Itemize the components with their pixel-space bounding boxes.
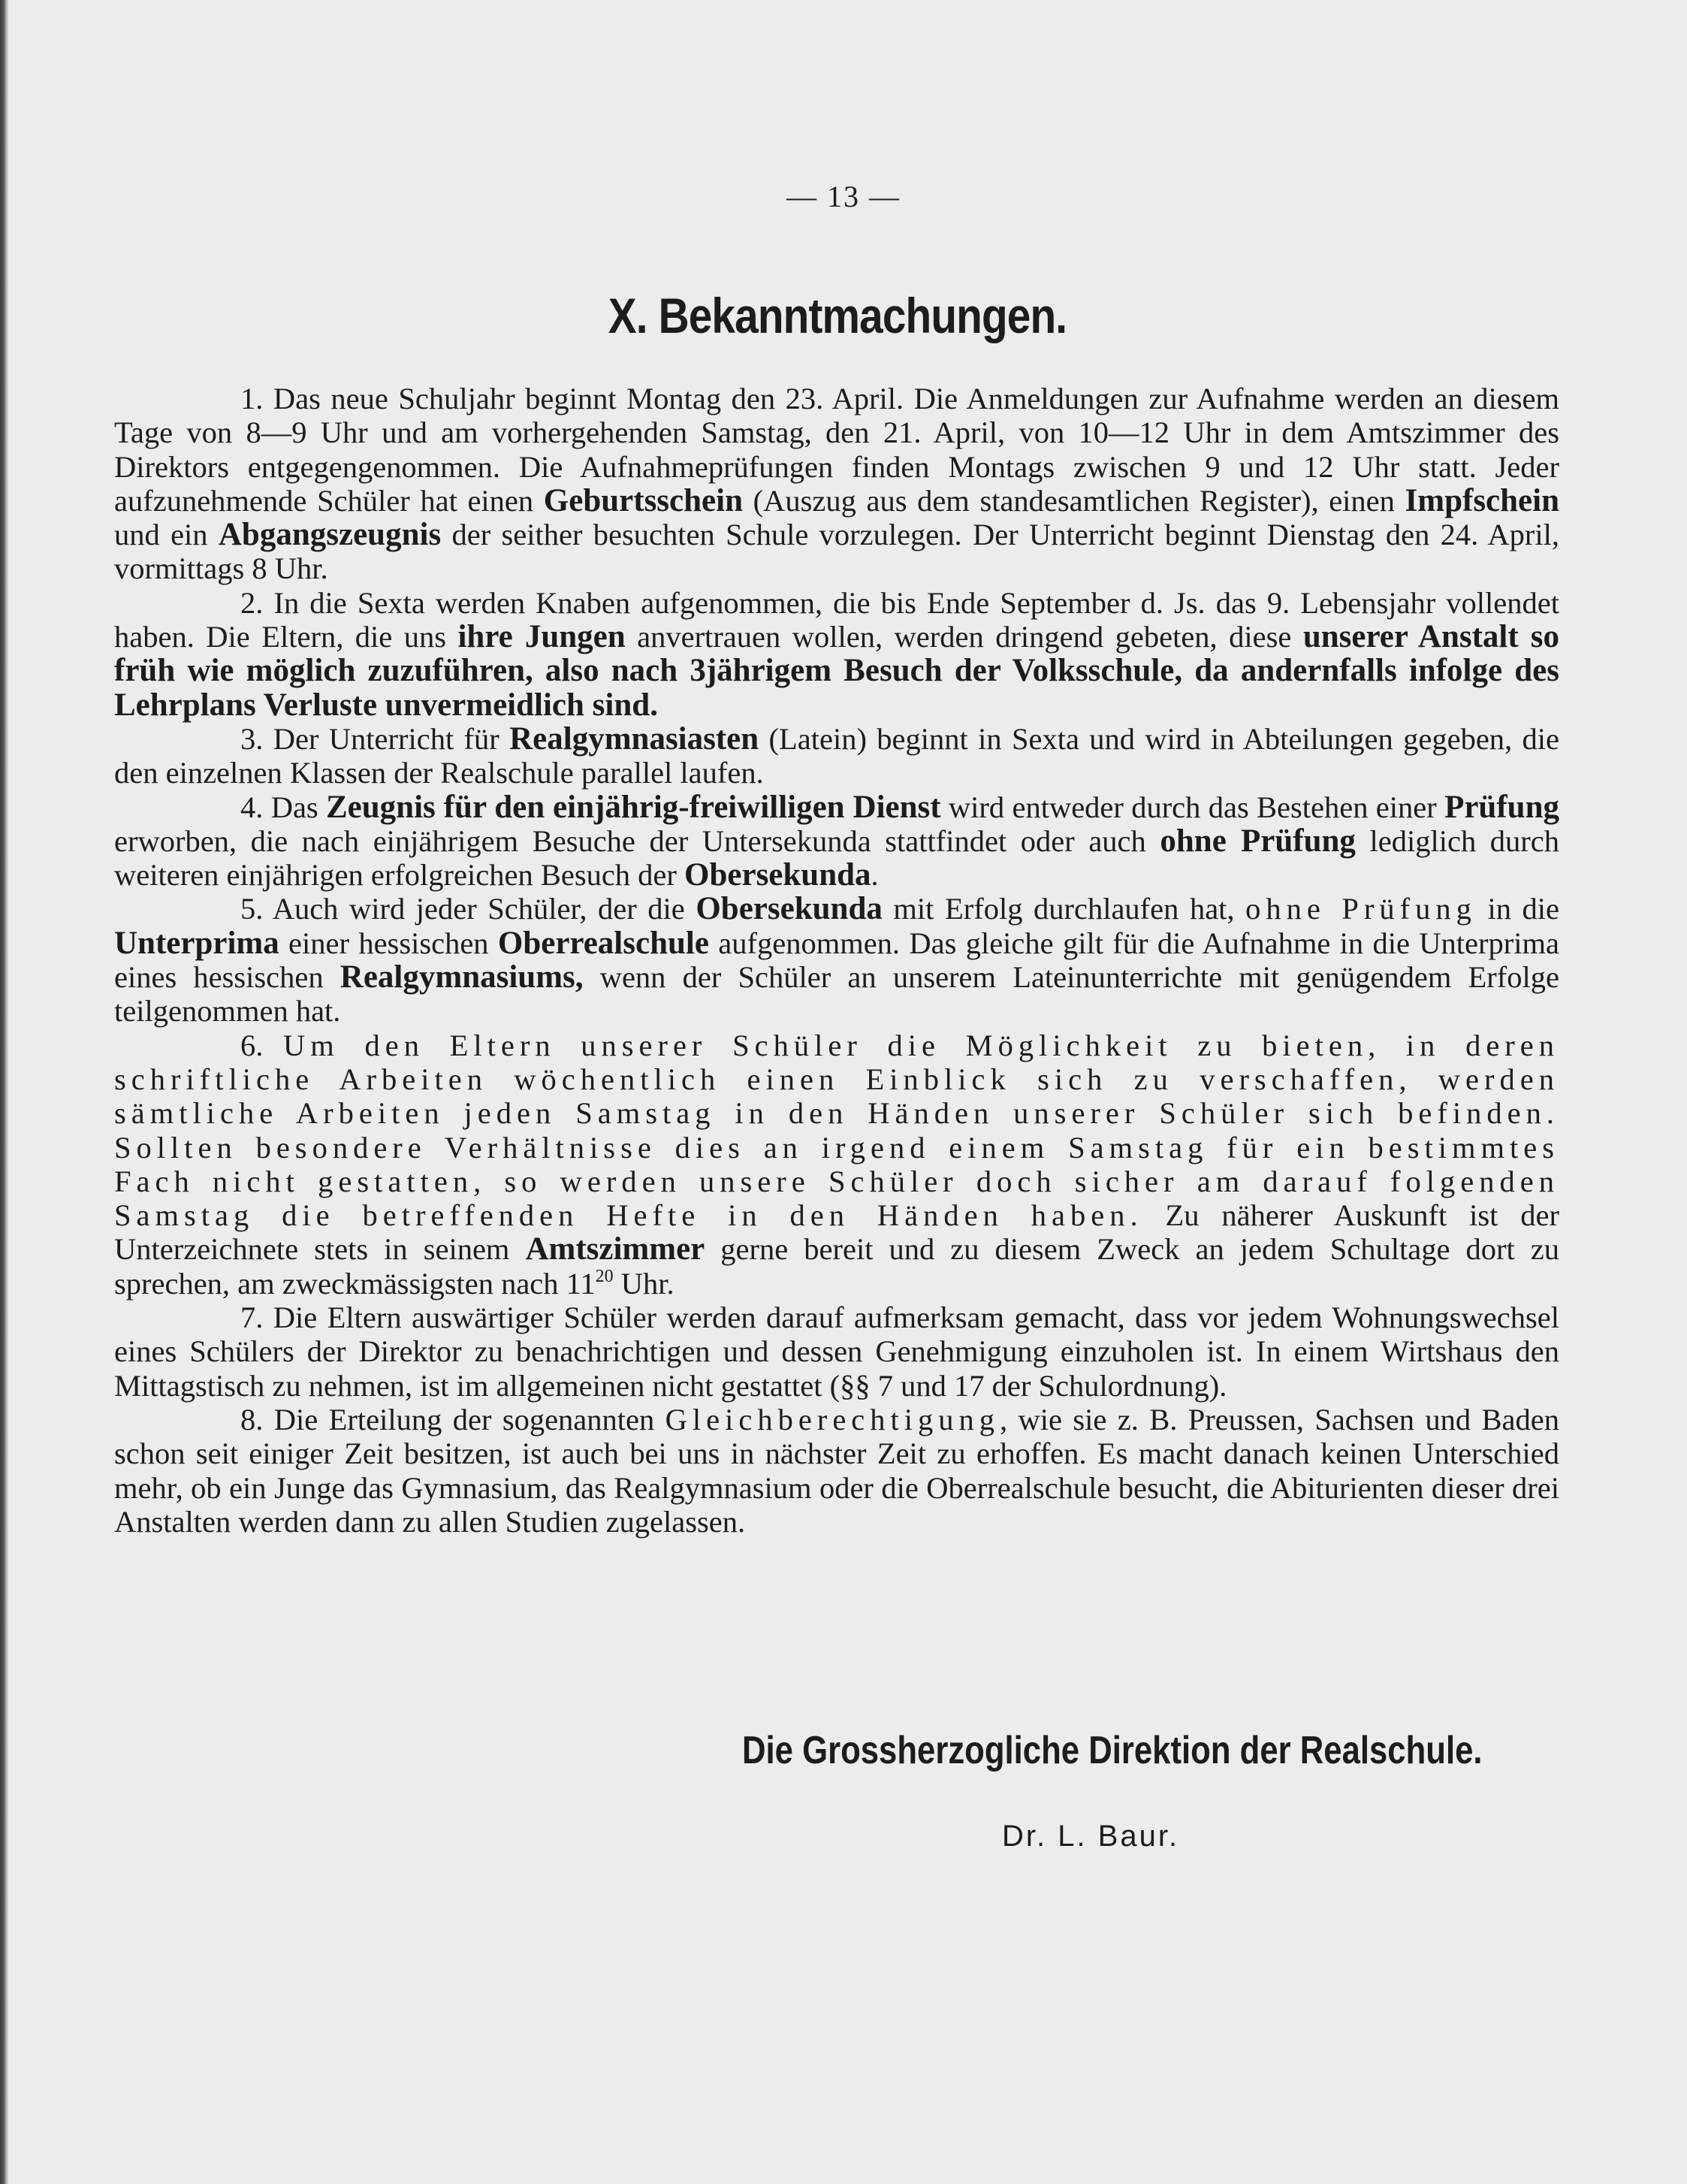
announcement-1 (114, 382, 1559, 586)
text-segment: 6. (240, 1028, 284, 1062)
emphasis: unserer Anstalt so früh wie möglich zuzuführen, also nach 3jährigem Besuch der Volksschule, da andernfalls infolge des Lehrplans Verluste unvermeidlich sind. (114, 619, 1560, 723)
emphasis: Obersekunda (696, 891, 883, 927)
text-segment: (Latein) beginnt in Sexta und wird in Abteilungen gegeben, die den einzelnen Klassen der Realschule parallel laufen. (114, 721, 1559, 790)
announcement-2 (114, 586, 1559, 722)
text-segment: und ein (114, 518, 219, 552)
announcement-6 (114, 1029, 1559, 1300)
page-binding-edge (0, 0, 9, 2184)
text-segment: gerne bereit und zu diesem Zweck an jedem Schultage dort zu sprechen, am zweckmässigsten nach 11 (114, 1232, 1559, 1300)
text-segment: 5. Auch wird jeder Schüler, der die (240, 892, 696, 926)
spaced-emphasis: ohne Prüfung (1245, 892, 1477, 926)
text-segment: 4. Das (240, 790, 326, 824)
text-segment: . (871, 858, 879, 893)
announcement-4 (114, 790, 1559, 893)
text-segment: lediglich durch weiteren einjährigen erfolgreichen Besuch der (114, 823, 1559, 893)
spaced-emphasis: Um den Eltern unserer Schüler die Möglichkeit zu bieten, in deren schriftliche Arbeiten wöchentlich einen Einblick sich zu verschaffen, werden sämtliche Arbeiten jeden Samstag in den Händen unserer Schüler sich befinden. Sollten besondere Verhältnisse dies an irgend einem Samstag für ein bestimmtes Fach nicht gestatten, so werden unsere Schüler doch sicher am darauf folgenden Samstag die betreffenden Hefte in den Händen haben. (114, 1028, 1560, 1233)
emphasis: ohne Prüfung (1160, 823, 1356, 859)
text-segment: (Auszug aus dem standesamtlichen Register), einen (742, 483, 1405, 518)
text-segment: wenn der Schüler an unserem Lateinunterrichte mit genügendem Erfolge teilgenommen hat. (114, 960, 1559, 1029)
text-segment: 7. Die Eltern auswärtiger Schüler werden darauf aufmerksam gemacht, dass vor jedem Wohnungswechsel eines Schülers der Direktor zu benachrichtigen und dessen Genehmigung einzuholen ist. In einem Wirtshaus den Mittagstisch zu nehmen, ist im allgemeinen nicht gestattet (§§ 7 und 17 der Schulordnung). (114, 1300, 1559, 1403)
emphasis: Amtszimmer (525, 1231, 705, 1267)
emphasis: Obersekunda (684, 857, 871, 893)
page-title: X. Bekanntmachungen. (608, 288, 1067, 343)
text-segment: 8. Die Erteilung der sogenannten (240, 1402, 665, 1436)
text-segment: erworben, die nach einjährigem Besuche der Untersekunda stattfindet oder auch (114, 823, 1160, 858)
text-segment: mit Erfolg durchlaufen hat, (882, 892, 1246, 926)
superscript-minutes: 20 (595, 1266, 614, 1286)
text-segment: Zu näherer Auskunft ist der Unterzeichnete stets in seinem (114, 1198, 1559, 1267)
text-segment: einer hessischen (279, 926, 498, 960)
signature-institution: Die Grossherzogliche Direktion der Realschule. (742, 1729, 1483, 1772)
emphasis: Realgymnasiums, (340, 959, 584, 995)
text-segment: 2. In die Sexta werden Knaben aufgenommen, die bis Ende September d. Js. das 9. Lebensjahr vollendet haben. Die Eltern, die uns (114, 585, 1559, 654)
emphasis: ihre Jungen (457, 619, 626, 655)
emphasis: Abgangszeugnis (218, 517, 442, 553)
emphasis: Prüfung (1444, 789, 1559, 825)
emphasis: Oberrealschule (497, 925, 709, 961)
emphasis: Geburtsschein (543, 482, 743, 518)
spaced-emphasis: Gleichberechtigung (665, 1402, 1000, 1436)
page-number: — 13 — (786, 180, 901, 213)
text-segment: 3. Der Unterricht für (240, 721, 510, 756)
emphasis: Impfschein (1405, 482, 1559, 518)
announcements-body (114, 382, 1559, 1539)
emphasis: Zeugnis für den einjährig-freiwilligen Dienst (326, 789, 941, 825)
text-segment: aufgenommen. Das gleiche gilt für die Aufnahme in die Unterprima eines hessischen (114, 926, 1559, 995)
announcement-3 (114, 722, 1559, 790)
text-segment: Uhr. (613, 1266, 674, 1300)
text-segment: in die (1476, 892, 1559, 926)
emphasis: Realgymnasiasten (509, 720, 759, 757)
signer-name: Dr. L. Baur. (1002, 1820, 1180, 1853)
text-segment: der seither besuchten Schule vorzulegen. Der Unterricht beginnt Dienstag den 24. April, vormittags 8 Uhr. (114, 518, 1559, 586)
announcement-8 (114, 1403, 1559, 1539)
announcement-7 (114, 1300, 1559, 1403)
text-segment: anvertrauen wollen, werden dringend gebeten, diese (625, 620, 1303, 654)
text-segment: wird entweder durch das Bestehen einer (940, 790, 1445, 824)
text-segment: 1. Das neue Schuljahr beginnt Montag den 23. April. Die Anmeldungen zur Aufnahme werden an diesem Tage von 8—9 Uhr und am vorhergehenden Samstag, den 21. April, von 10—12 Uhr in dem Amtszimmer des Direktors entgegengenommen. Die Aufnahmeprüfungen finden Montags zwischen 9 und 12 Uhr statt. Jeder aufzunehmende Schüler hat einen (114, 382, 1559, 518)
announcement-5 (114, 892, 1559, 1028)
emphasis: Unterprima (114, 925, 279, 961)
text-segment: , wie sie z. B. Preussen, Sachsen und Baden schon seit einiger Zeit besitzen, ist auch bei uns in nächster Zeit zu erhoffen. Es macht danach keinen Unterschied mehr, ob ein Junge das Gymnasium, das Realgymnasium oder die Oberrealschule besucht, die Abiturienten dieser drei Anstalten werden dann zu allen Studien zugelassen. (114, 1402, 1559, 1539)
